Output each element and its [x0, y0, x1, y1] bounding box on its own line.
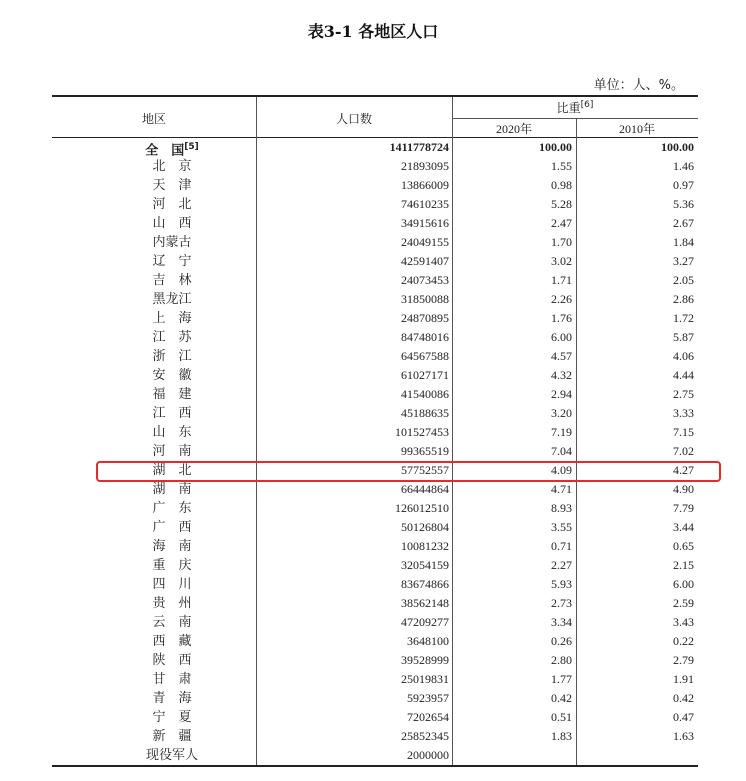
- proportion-2020-cell: 4.32: [551, 368, 572, 382]
- proportion-2010-cell: 7.02: [673, 444, 694, 458]
- proportion-2020-cell: 0.42: [551, 691, 572, 705]
- proportion-2020-cell: 3.34: [551, 615, 572, 629]
- table-row: [52, 575, 698, 594]
- population-cell: 21893095: [401, 159, 449, 173]
- table-row: [52, 556, 698, 575]
- region-cell: 甘 肃: [152, 672, 192, 687]
- proportion-2010-cell: 3.27: [673, 254, 694, 268]
- header-2020: 2020年: [495, 122, 532, 136]
- population-cell: 3648100: [407, 634, 449, 648]
- proportion-2020-cell: 2.47: [551, 216, 572, 230]
- region-cell: 重 庆: [152, 558, 192, 573]
- population-cell: 34915616: [401, 216, 449, 230]
- region-cell: 天 津: [152, 178, 192, 193]
- table-row: [52, 442, 698, 461]
- region-cell: 云 南: [152, 615, 192, 630]
- footnote-ref: [6]: [580, 100, 594, 110]
- region-cell: 江 西: [152, 406, 192, 421]
- table-row: [52, 290, 698, 309]
- population-cell: 7202654: [407, 710, 449, 724]
- proportion-2020-cell: 5.28: [551, 197, 572, 211]
- population-cell: 24870895: [401, 311, 449, 325]
- population-cell: 31850088: [401, 292, 449, 306]
- proportion-2010-cell: 7.15: [673, 425, 694, 439]
- region-cell: 河 北: [152, 197, 192, 212]
- population-cell: 84748016: [401, 330, 449, 344]
- region-cell: 湖 北: [152, 463, 192, 478]
- proportion-subheader-rule: [452, 118, 698, 119]
- table-row: [52, 328, 698, 347]
- population-cell: 101527453: [395, 425, 449, 439]
- population-cell: 32054159: [401, 558, 449, 572]
- header-2010: 2010年: [618, 122, 655, 136]
- proportion-2010-cell: 4.44: [673, 368, 694, 382]
- proportion-2020-cell: 100.00: [539, 140, 572, 154]
- region-cell: 西 藏: [152, 634, 192, 649]
- table-row: [52, 689, 698, 708]
- table-row: [52, 195, 698, 214]
- region-cell: [92, 138, 252, 157]
- proportion-2020-cell: 4.09: [551, 463, 572, 477]
- table-row: [52, 157, 698, 176]
- highlight-box: [96, 461, 721, 482]
- proportion-2010-cell: 2.79: [673, 653, 694, 667]
- proportion-2020-cell: 0.98: [551, 178, 572, 192]
- proportion-2010-cell: 1.91: [673, 672, 694, 686]
- proportion-2020-cell: 0.51: [551, 710, 572, 724]
- table-row: [52, 271, 698, 290]
- table-row: [52, 727, 698, 746]
- unit-label: 单位：人、%。: [593, 78, 684, 93]
- proportion-2020-cell: 2.80: [551, 653, 572, 667]
- population-cell: 13866009: [401, 178, 449, 192]
- region-cell: 山 西: [152, 216, 192, 231]
- region-cell: 山 东: [152, 425, 192, 440]
- region-cell: 吉 林: [152, 273, 192, 288]
- proportion-2020-cell: 3.02: [551, 254, 572, 268]
- proportion-2020-cell: 3.55: [551, 520, 572, 534]
- table-row: [52, 480, 698, 499]
- proportion-2010-cell: 1.63: [673, 729, 694, 743]
- proportion-2010-cell: 1.84: [673, 235, 694, 249]
- table-row: [52, 214, 698, 233]
- population-cell: 45188635: [401, 406, 449, 420]
- population-cell: 24073453: [401, 273, 449, 287]
- proportion-2010-cell: 7.79: [673, 501, 694, 515]
- table-row-total: [52, 138, 698, 157]
- header-region: 地区: [141, 112, 166, 126]
- region-cell: 广 东: [152, 501, 192, 516]
- table-row: [52, 632, 698, 651]
- proportion-2020-cell: 1.55: [551, 159, 572, 173]
- header-population: 人口数: [335, 112, 372, 126]
- proportion-2010-cell: 3.44: [673, 520, 694, 534]
- population-cell: 39528999: [401, 653, 449, 667]
- table-row: [52, 651, 698, 670]
- proportion-2010-cell: 2.15: [673, 558, 694, 572]
- table-row: [52, 252, 698, 271]
- proportion-2020-cell: 7.19: [551, 425, 572, 439]
- region-cell: 黑龙江: [152, 292, 192, 307]
- proportion-2020-cell: 1.76: [551, 311, 572, 325]
- table-row: [52, 518, 698, 537]
- population-cell: 2000000: [407, 748, 449, 762]
- population-cell: 64567588: [401, 349, 449, 363]
- proportion-2020-cell: 4.71: [551, 482, 572, 496]
- table-row: [52, 670, 698, 689]
- population-cell: 24049155: [401, 235, 449, 249]
- region-cell: 海 南: [152, 539, 192, 554]
- proportion-2020-cell: [452, 746, 572, 765]
- proportion-2010-cell: 0.97: [673, 178, 694, 192]
- population-cell: 10081232: [401, 539, 449, 553]
- population-cell: 47209277: [401, 615, 449, 629]
- population-cell: 66444864: [401, 482, 449, 496]
- region-cell: 贵 州: [152, 596, 192, 611]
- proportion-2020-cell: 4.57: [551, 349, 572, 363]
- proportion-2020-cell: 2.26: [551, 292, 572, 306]
- table-row: [52, 347, 698, 366]
- population-cell: 57752557: [401, 463, 449, 477]
- population-cell: 41540086: [401, 387, 449, 401]
- population-cell: 25019831: [401, 672, 449, 686]
- table-row: [52, 366, 698, 385]
- region-cell: 湖 南: [152, 482, 192, 497]
- population-cell: 74610235: [401, 197, 449, 211]
- region-cell: 江 苏: [152, 330, 192, 345]
- footnote-ref: [5]: [184, 142, 199, 152]
- proportion-2010-cell: 5.36: [673, 197, 694, 211]
- population-cell: 38562148: [401, 596, 449, 610]
- header-proportion: 比重[6]: [556, 100, 594, 115]
- proportion-2020-cell: 5.93: [551, 577, 572, 591]
- proportion-2020-cell: 8.93: [551, 501, 572, 515]
- proportion-2010-cell: [576, 746, 694, 765]
- page-title: 表3-1 各地区人口: [307, 22, 439, 41]
- proportion-2020-cell: 2.94: [551, 387, 572, 401]
- proportion-2010-cell: 0.65: [673, 539, 694, 553]
- proportion-2010-cell: 4.27: [673, 463, 694, 477]
- proportion-2020-cell: 1.77: [551, 672, 572, 686]
- table-row: [52, 708, 698, 727]
- region-cell: 新 疆: [152, 729, 192, 744]
- table-bottom-rule: [52, 765, 698, 767]
- population-cell: 99365519: [401, 444, 449, 458]
- proportion-2020-cell: 3.20: [551, 406, 572, 420]
- region-cell: 福 建: [152, 387, 192, 402]
- table-row: [52, 613, 698, 632]
- proportion-2020-cell: 1.71: [551, 273, 572, 287]
- proportion-2010-cell: 2.59: [673, 596, 694, 610]
- table-row: [52, 404, 698, 423]
- population-cell: 126012510: [395, 501, 449, 515]
- table-row: [52, 746, 698, 765]
- proportion-2010-cell: 2.05: [673, 273, 694, 287]
- region-cell: 北 京: [152, 159, 192, 174]
- population-cell: 83674866: [401, 577, 449, 591]
- region-cell: 四 川: [152, 577, 192, 592]
- proportion-2010-cell: 0.47: [673, 710, 694, 724]
- proportion-2020-cell: 6.00: [551, 330, 572, 344]
- table-row: [52, 423, 698, 442]
- proportion-2010-cell: 4.90: [673, 482, 694, 496]
- proportion-2010-cell: 0.42: [673, 691, 694, 705]
- proportion-2010-cell: 6.00: [673, 577, 694, 591]
- proportion-2010-cell: 3.43: [673, 615, 694, 629]
- population-cell: 50126804: [401, 520, 449, 534]
- region-name: 全 国: [145, 143, 185, 159]
- region-cell: 内蒙古: [152, 235, 192, 250]
- population-cell: 61027171: [401, 368, 449, 382]
- table-row: [52, 309, 698, 328]
- proportion-2010-cell: 1.72: [673, 311, 694, 325]
- table-row: [52, 176, 698, 195]
- population-cell: 5923957: [407, 691, 449, 705]
- region-cell: 浙 江: [152, 349, 192, 364]
- population-cell: 25852345: [401, 729, 449, 743]
- proportion-2010-cell: 2.75: [673, 387, 694, 401]
- region-cell: 广 西: [152, 520, 192, 535]
- region-cell: 上 海: [152, 311, 192, 326]
- table-row: [52, 594, 698, 613]
- table-row: [52, 537, 698, 556]
- proportion-2020-cell: 1.83: [551, 729, 572, 743]
- region-cell: 河 南: [152, 444, 192, 459]
- region-cell: 辽 宁: [152, 254, 192, 269]
- proportion-2020-cell: 2.27: [551, 558, 572, 572]
- proportion-2020-cell: 0.71: [551, 539, 572, 553]
- proportion-2010-cell: 0.22: [673, 634, 694, 648]
- proportion-2010-cell: 100.00: [661, 140, 694, 154]
- region-cell: 宁 夏: [152, 710, 192, 725]
- proportion-2020-cell: 7.04: [551, 444, 572, 458]
- proportion-2020-cell: 0.26: [551, 634, 572, 648]
- proportion-2010-cell: 5.87: [673, 330, 694, 344]
- table-row: [52, 385, 698, 404]
- region-cell: 青 海: [152, 691, 192, 706]
- population-cell: 1411778724: [389, 140, 449, 154]
- region-cell: 现役军人: [145, 748, 198, 763]
- region-cell: 陕 西: [152, 653, 192, 668]
- proportion-2010-cell: 2.67: [673, 216, 694, 230]
- table-row: [52, 233, 698, 252]
- proportion-2010-cell: 3.33: [673, 406, 694, 420]
- proportion-2020-cell: 2.73: [551, 596, 572, 610]
- table-top-rule: [52, 95, 698, 97]
- proportion-2010-cell: 1.46: [673, 159, 694, 173]
- proportion-2010-cell: 2.86: [673, 292, 694, 306]
- proportion-2020-cell: 1.70: [551, 235, 572, 249]
- population-cell: 42591407: [401, 254, 449, 268]
- region-cell: 安 徽: [152, 368, 192, 383]
- table-row: [52, 499, 698, 518]
- proportion-2010-cell: 4.06: [673, 349, 694, 363]
